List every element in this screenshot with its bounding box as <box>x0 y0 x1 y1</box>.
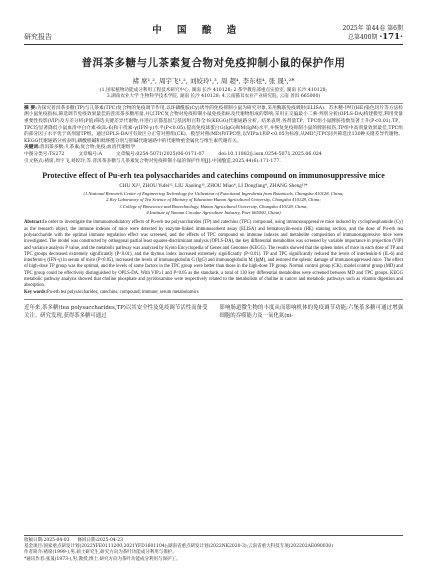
abstract-en <box>24 220 403 289</box>
fund-note: 基金项目:国家重点研发计划(2022YFE0111200,2021YFD1601104);湖南省重点研发计划(2022NK2020-3);云南省重大科技专项(202202AE090030) <box>24 544 334 550</box>
body-column-right: 影响肠道微生物的丰度从而影响机体的免疫调节功能;六堡茶多糖可通过增强细胞的吞噬能力及一氧化氮(ni- <box>219 304 403 319</box>
received-date: 收稿日期:2025-04-03 <box>24 538 70 543</box>
total-issue: 总第400期 <box>347 34 378 41</box>
keywords-en <box>24 290 403 300</box>
keywords-cn <box>24 145 403 152</box>
authors-cn: 褚 席¹,², 周宇飞¹,², 刘姣玲¹,³, 周 超⁴, 李东柱⁴, 张 晟¹,²* <box>132 77 295 85</box>
abstract-cn-label: 摘 要: <box>24 105 37 111</box>
revised-date: 修回日期:2025-04-23 <box>77 538 123 543</box>
keywords-en-label: Key words: <box>24 289 48 295</box>
corresponding-author: *通讯作者:张晟(1973-),男,教授,博士,研究方向为茶叶功能成分利用与保护工。 <box>24 556 181 562</box>
affiliations-cn <box>24 88 403 104</box>
journal-header <box>24 6 403 45</box>
affiliation-en-line: 2.Key Laboratory of Tea Science of Ministry of Education Hunan Agricultural University, Changsha 410128, China; <box>106 197 321 203</box>
issue-info <box>342 25 403 42</box>
authors-en: CHU Xi¹², ZHOU Yufei¹², LIU Jiaoling¹³, ZHOU Miao⁴, LI Dongfang⁴, ZHANG Sheng¹²* <box>119 183 308 190</box>
affiliation-en-line: 4.Institute of Yunnan Circular Agriculture Industry, Puer 665000, China) <box>146 210 281 216</box>
body-text <box>24 305 403 320</box>
section-label: 研究报告 <box>24 33 52 41</box>
issue-line: 2025年 第44卷 第6期 <box>342 25 403 32</box>
page-number: ·171· <box>379 32 403 42</box>
clc-number: 中图分类号:TS272 <box>24 151 65 157</box>
affiliation-en-line: (1.National Research Center of Engineering Technology for Utilization of Functional Ingredients from Botanicals, Changsha 410128, China; <box>83 191 344 197</box>
affiliation-cn-line: (1.国家植物功能成分利用工程技术研究中心, 湖南 长沙 410128; 2.茶学教育部重点实验室, 湖南 长沙 410128; <box>99 88 328 93</box>
article-number: 文章编号:0254-5071(2025)06-0171-07 <box>116 151 205 157</box>
footnotes <box>24 535 403 563</box>
affiliations-en <box>24 191 403 216</box>
keywords-cn-label: 关键词: <box>24 145 40 151</box>
keywords-cn-text: 普洱茶多糖;儿茶素;复合物;免疫;血清代谢组学 <box>39 145 136 151</box>
classification-row <box>24 152 403 159</box>
body-column-left: 近年来,茶多糖(tea polysaccharides,TP)以其安全性及免疫调节活性而备受关注。研究发现,获得茶多糖可通过 <box>24 304 208 319</box>
journal-name: 中 国 酿 造 <box>152 25 243 36</box>
abstract-cn-text: 为探究普洱茶多糖(TP)与儿茶素(TPC)复合物的免疫调节作用,以环磷酰胺(Cy)诱导的免疫抑制小鼠为研究对象,采用酶联免疫吸附(ELISA)、苏木精-伊红(HE)染色切片等方法检测小鼠免疫指标,筛选调节免疫效果最佳的普洱茶多糖用量,并以TPC复合物对免疫抑制小鼠免疫指标及代谢物组成的影响;采用正交偏最小二乘-判别分析(OPLS-DA)构建模型,利用变量重要性投影(VIP)及方差分析(P值)筛选关键差异代谢物,并进行京都基因与基因组百科全书(KEGG)代谢通路分析。结果表明,各剂量TP、TPC组小鼠脾脏指数显著上升(P<0.01),TP、TPC均显著降低小鼠血清中白介素-6(IL-6)和干扰素-γ(IFN-γ)水平(P<0.05),提高免疫球蛋白G(IgG)和M(IgM)水平,并恢复免疫抑制小鼠的脾脏损伤,TP组中高剂量效果最佳,TPC组的部分因子水平优于高剂量TP组。通过OPLS-DA可有效区分正常对照组(CK)、模型对照(MD)和TPC组,以VIP≥1和P<0.05为标准,从MD与TPC间共筛选出130种关键差异代谢物。KEGG代谢通路分析表明,磷酸胆碱和吡哆醛分别与胆碱代谢通路中的代谢物重金属化与维生素代谢有关。 <box>24 105 403 144</box>
document-code: 文章编号:A <box>78 151 103 157</box>
abstract-cn <box>24 106 403 146</box>
affiliation-cn-line: 3.湖南农业大学 生物科学技术学院, 湖南 长沙 410128; 4.云南猫耳农业产业研究院, 云南 普洱 665000) <box>106 94 321 100</box>
abstract-en-text: In order to investigate the immunomodulatory effects of Pu-erh tea polysaccharides (TP) and catechins (TPC) compound, using immunosuppressive mice induced by cyclophosphamide (Cy) as the research object, the immune indexes of mice were detected by enzyme-linked immunosorbent assay (ELISA) and hematoxylin-eosin (HE) staining section, and the dose of Pu-erh tea polysaccharide with the optimal immune regulation effect was screened, and the effects of TPC compound on immune indexes and metabolite composition of immunosuppressive mice were investigated. The model was constructed by orthogonal partial least squares-discriminant analysis (OPLS-DA), the key differential metabolites was screened by variable importance in projection (VIP) and variance analysis P value, and the metabolic pathway was analyzed by Kyoto Encyclopedia of Genes and Genomes (KEGG). The results showed that the spleen index of mice in each dose of TP and TPC groups decreased extremely significantly (P<0.01), and the thymus index increased extremely significantly (P<0.01). TP and TPC significantly reduced the levels of interleukin-6 (IL-6) and interferon-γ (IFN-γ) in serum of mice (P<0.05), increased the levels of immunoglobulin G (IgG) and immunoglobulin M (IgM), and restored the splenic damage of immunosuppressed mice. The effect of high-dose TP group was the optimal, and the levels of some factors in the TPC group were better than those in the high-dose TP group. Normal control group (CK), model control group (MD) and TPC group could be effectively distinguished by OPLS-DA. With VIP≥1 and P<0.05 as the standards, a total of 130 key differential metabolites were screened between MD and TPC groups. KEGG metabolic pathway analysis showed that choline phosphate and pyridoxamine were respectively related to the metabolism of choline in cancer and metabolic pathways such as vitamin digestion and absorption. <box>24 220 403 289</box>
keywords-en-text: Pu-erh tea polysaccharides; catechins; compound; immune; serum metabolomics <box>47 289 199 295</box>
affiliation-en-line: 3.College of Bioscience and Biotechnology, Hunan Agricultural University, Changsha 410128, China; <box>119 203 308 209</box>
abstract-en-label: Abstract: <box>24 220 44 226</box>
title-cn: 普洱茶多糖与儿茶素复合物对免疫抑制小鼠的保护作用 <box>81 57 346 69</box>
total-issue-line <box>342 33 403 42</box>
doi: doi:10.11882/j.issn.0254-5071.2025.06.024 <box>218 151 322 157</box>
title-en: Protective effect of Pu-erh tea polysaccharides and catechins compound on immunosuppressive mice <box>42 171 385 181</box>
citation-format: 引文格式:褚席,周宇飞,刘姣玲,等.普洱茶多糖与儿茶素复合物对免疫抑制小鼠的保护作用[J].中国酿造,2025,44(6):171-177. <box>24 158 281 164</box>
author-bio: 作者简介:褚席(1999-),男,硕士研究生,研究方向为茶叶功能成分利用与保护。 <box>24 550 177 556</box>
